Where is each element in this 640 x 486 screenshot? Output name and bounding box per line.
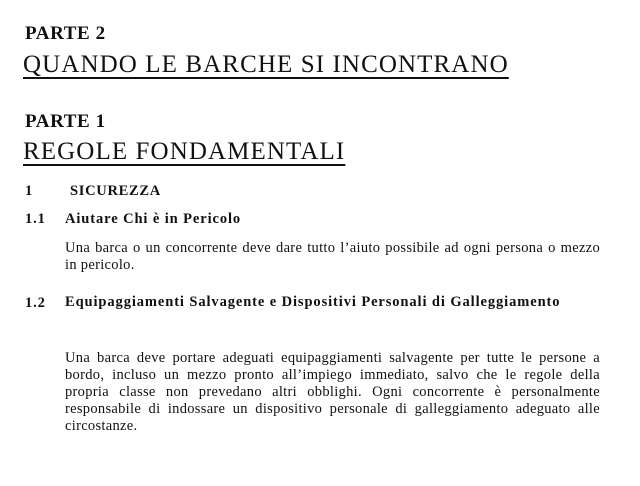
part-2-title: QUANDO LE BARCHE SI INCONTRANO bbox=[23, 51, 509, 78]
rule-1-1-number: 1.1 bbox=[25, 211, 46, 227]
part-1-title: REGOLE FONDAMENTALI bbox=[23, 138, 346, 165]
rule-1-1-title: Aiutare Chi è in Pericolo bbox=[65, 211, 242, 227]
part-1-label: PARTE 1 bbox=[25, 111, 106, 132]
rule-1-2-paragraph: Una barca deve portare adeguati equipaggiamenti salvagente per tutte le persone a bordo, incluso un mezzo pronto all’impiego immediato, salvo che le regole della propria classe non prevedano altri obblighi. Ogni concorrente è personalmente responsabile di indossare un dispositivo personale di galleggiamento adeguato alle circostanze. bbox=[65, 350, 600, 434]
rule-1-1-text bbox=[65, 240, 600, 274]
rule-1-2-text bbox=[65, 350, 600, 435]
part-2-label: PARTE 2 bbox=[25, 23, 106, 44]
rule-1-1-paragraph: Una barca o un concorrente deve dare tutto l’aiuto possibile ad ogni persona o mezzo in pericolo. bbox=[65, 240, 600, 273]
rule-1-2-title: Equipaggiamenti Salvagente e Dispositivi Personali di Galleggiamento bbox=[65, 294, 561, 310]
section-title: SICUREZZA bbox=[70, 183, 161, 199]
section-number: 1 bbox=[25, 183, 33, 199]
rule-1-2-number: 1.2 bbox=[25, 295, 46, 311]
